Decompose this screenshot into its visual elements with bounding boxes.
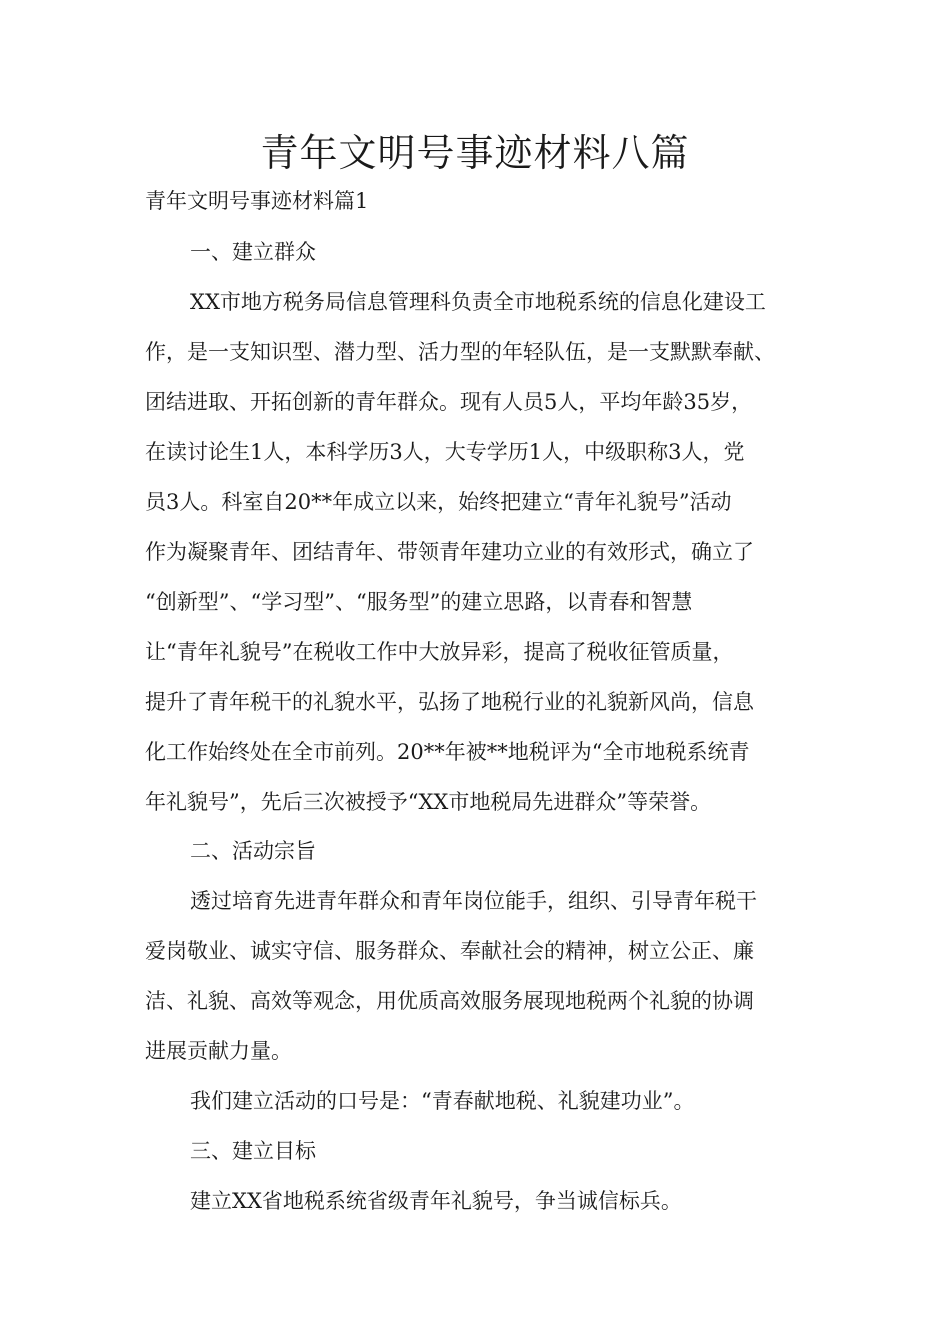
- section-heading-1: 一、建立群众: [190, 240, 316, 264]
- paragraph-line: 洁、礼貌、高效等观念，用优质高效服务展现地税两个礼貌的协调: [145, 989, 754, 1013]
- paragraph-line: 在读讨论生1人，本科学历3人，大专学历1人，中级职称3人，党: [145, 440, 745, 464]
- document-subtitle: 青年文明号事迹材料篇1: [145, 189, 369, 213]
- paragraph-line: 透过培育先进青年群众和青年岗位能手，组织、引导青年税干: [190, 889, 757, 913]
- paragraph-line: XX市地方税务局信息管理科负责全市地税系统的信息化建设工: [190, 290, 766, 314]
- paragraph-line: 年礼貌号”，先后三次被授予“XX市地税局先进群众”等荣誉。: [145, 790, 712, 814]
- paragraph-line: 化工作始终处在全市前列。20**年被**地税评为“全市地税系统青: [145, 740, 750, 764]
- paragraph-line: 作，是一支知识型、潜力型、活力型的年轻队伍，是一支默默奉献、: [145, 340, 775, 364]
- paragraph-line: 团结进取、开拓创新的青年群众。现有人员5人，平均年龄35岁，: [145, 390, 753, 414]
- paragraph-line: 作为凝聚青年、团结青年、带领青年建功立业的有效形式，确立了: [145, 540, 754, 564]
- paragraph-line: 提升了青年税干的礼貌水平，弘扬了地税行业的礼貌新风尚，信息: [145, 690, 754, 714]
- paragraph-line: 让“青年礼貌号”在税收工作中大放异彩，提高了税收征管质量，: [145, 640, 734, 664]
- paragraph-line: 建立XX省地税系统省级青年礼貌号，争当诚信标兵。: [190, 1189, 682, 1213]
- document-title: 青年文明号事迹材料八篇: [260, 131, 690, 175]
- paragraph-line: 进展贡献力量。: [145, 1039, 292, 1063]
- section-heading-3: 三、建立目标: [190, 1139, 316, 1163]
- slogan-line: 我们建立活动的口号是：“青春献地税、礼貌建功业”。: [190, 1089, 695, 1113]
- section-heading-2: 二、活动宗旨: [190, 839, 316, 863]
- paragraph-line: 爱岗敬业、诚实守信、服务群众、奉献社会的精神，树立公正、廉: [145, 939, 754, 963]
- paragraph-line: 员3人。科室自20**年成立以来，始终把建立“青年礼貌号”活动: [145, 490, 732, 514]
- paragraph-line: “创新型”、“学习型”、“服务型”的建立思路，以青春和智慧: [145, 590, 693, 614]
